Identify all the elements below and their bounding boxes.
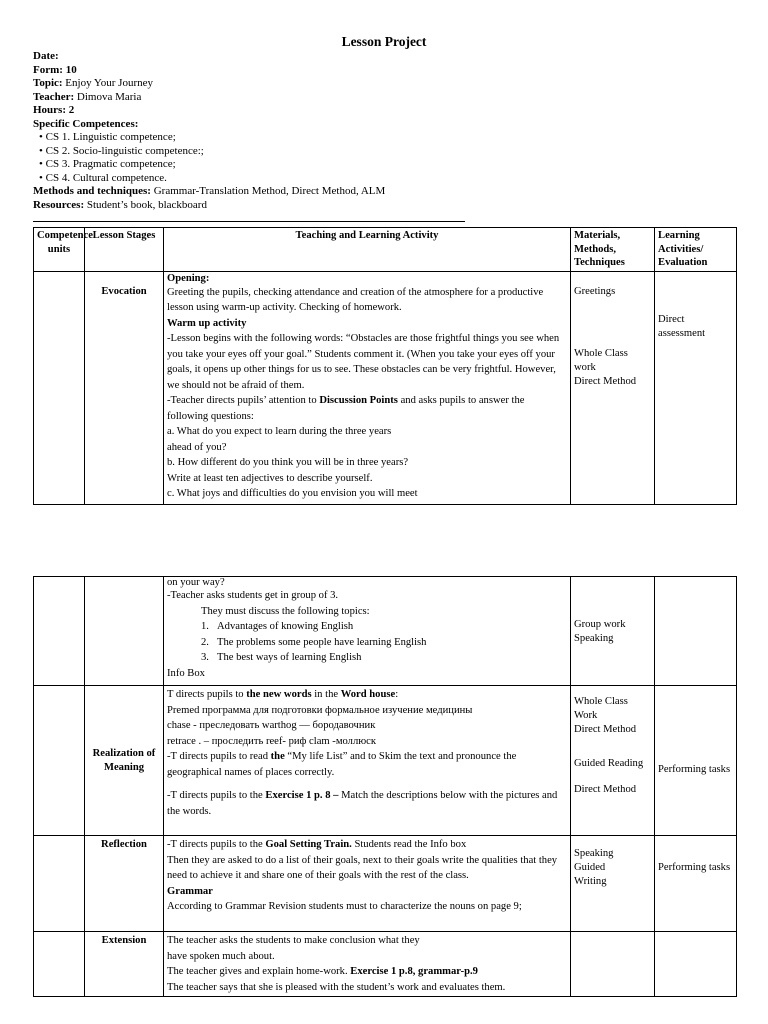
teacher-label: Teacher: xyxy=(33,90,75,103)
page-title: Lesson Project xyxy=(341,34,427,49)
stage-reflection: Reflection xyxy=(85,836,164,932)
resources-label: Resources: xyxy=(33,198,85,211)
stage-realization: Realization of Meaning xyxy=(85,686,164,836)
activity-extension: The teacher asks the students to make conclusion what they have spoken much about. The teacher gives and explain home-work. Exercise 1 p.8, grammar-p.9 The teacher says that she is pleased with the student’s work and evaluates them. xyxy=(164,932,571,997)
competence-item: • CS 1. Linguistic competence; xyxy=(39,131,176,143)
evaluation-realization: Performing tasks xyxy=(655,686,737,836)
competence-cell xyxy=(34,836,85,932)
evaluation-reflection: Performing tasks xyxy=(655,836,737,932)
materials-realization: Whole Class Work Direct Method Guided Reading Direct Method xyxy=(571,686,655,836)
activity-continuation: on your way? -Teacher asks students get in group of 3. They must discuss the following topics: 1. Advantages of knowing English 2. The problems some people have learning English 3. The best ways of learning English Info Box xyxy=(164,577,571,686)
lesson-table-part-2 xyxy=(33,576,737,997)
competence-item: • CS 4. Cultural competence. xyxy=(39,171,167,184)
competence-cell xyxy=(34,577,85,686)
materials-reflection: Speaking Guided Writing xyxy=(571,836,655,932)
divider-line xyxy=(33,221,465,222)
materials-continuation: Group work Speaking xyxy=(571,577,655,686)
form-label: Form: xyxy=(33,63,63,76)
form-value: 10 xyxy=(65,63,77,76)
methods-label: Methods and techniques: xyxy=(33,185,151,197)
topic-label: Topic: xyxy=(33,77,63,89)
stage-cell xyxy=(85,577,164,686)
competence-item: • CS 2. Socio-linguistic competence:; xyxy=(39,144,204,157)
header-activity: Teaching and Learning Activity xyxy=(164,228,571,272)
stage-evocation: Evocation xyxy=(85,271,164,504)
competence-cell xyxy=(34,932,85,997)
competence-cell xyxy=(34,686,85,836)
header-materials: Materials, Methods, Techniques xyxy=(571,228,655,272)
competence-cell xyxy=(34,271,85,504)
materials-evocation: Greetings Whole Class work Direct Method xyxy=(571,271,655,504)
evaluation-evocation: Direct assessment xyxy=(655,271,737,504)
evaluation-extension xyxy=(655,932,737,997)
activity-evocation: Opening: Greeting the pupils, checking attendance and creation of the atmosphere for a productive lesson using warm-up activity. Checking of homework. Warm up activity -Lesson begins with the following words: “Obstacles are those frightful things you see when you take your eyes off your goal.” Students comment it. (When you take your eyes off your goals, it opens up other things for us to see. These obstacles can be very frightful. However, we should not be afraid of them. -Teacher directs pupils’ attention to Discussion Points and asks pupils to answer the following questions: a. What do you expect to learn during the three years ahead of you? b. How different do you think you will be in three years? Write at least ten adjectives to describe yourself. c. What joys and difficulties do you envision you will meet xyxy=(164,271,571,504)
stage-extension: Extension xyxy=(85,932,164,997)
competence-item: • CS 3. Pragmatic competence; xyxy=(39,158,176,170)
date-label: Date: xyxy=(33,50,59,62)
lesson-table-part-1 xyxy=(33,227,737,505)
lesson-header xyxy=(33,50,385,212)
header-stages: Lesson Stages xyxy=(85,228,164,272)
header-competence: Competence units xyxy=(34,228,85,272)
methods-value: Grammar-Translation Method, Direct Method, ALM xyxy=(153,185,386,197)
header-evaluation: Learning Activities/ Evaluation xyxy=(655,228,737,272)
materials-extension xyxy=(571,932,655,997)
competences-label: Specific Competences: xyxy=(33,117,139,130)
teacher-value: Dimova Maria xyxy=(76,90,142,103)
resources-value: Student’s book, blackboard xyxy=(86,198,207,211)
hours-value: 2 xyxy=(68,104,75,116)
activity-realization: T directs pupils to the new words in the Word house: Premed программа для подготовки формальное изучение медицины chase - преследовать warthog — бородавочник retrace . – проследить reef- риф clam -моллюск -T directs pupils to read the “My life List” and to Skim the text and pronounce the geographical names of places correctly. -T directs pupils to the Exercise 1 p. 8 – Match the descriptions below with the pictures and the words. xyxy=(164,686,571,836)
hours-label: Hours: xyxy=(33,104,66,116)
evaluation-continuation xyxy=(655,577,737,686)
topic-value: Enjoy Your Journey xyxy=(65,77,153,89)
activity-reflection: -T directs pupils to the Goal Setting Train. Students read the Info box Then they are asked to do a list of their goals, next to their goals write the qualities that they need to achieve it and share one of their goals with the rest of the class. Grammar According to Grammar Revision students must to characterize the nouns on page 9; xyxy=(164,836,571,932)
